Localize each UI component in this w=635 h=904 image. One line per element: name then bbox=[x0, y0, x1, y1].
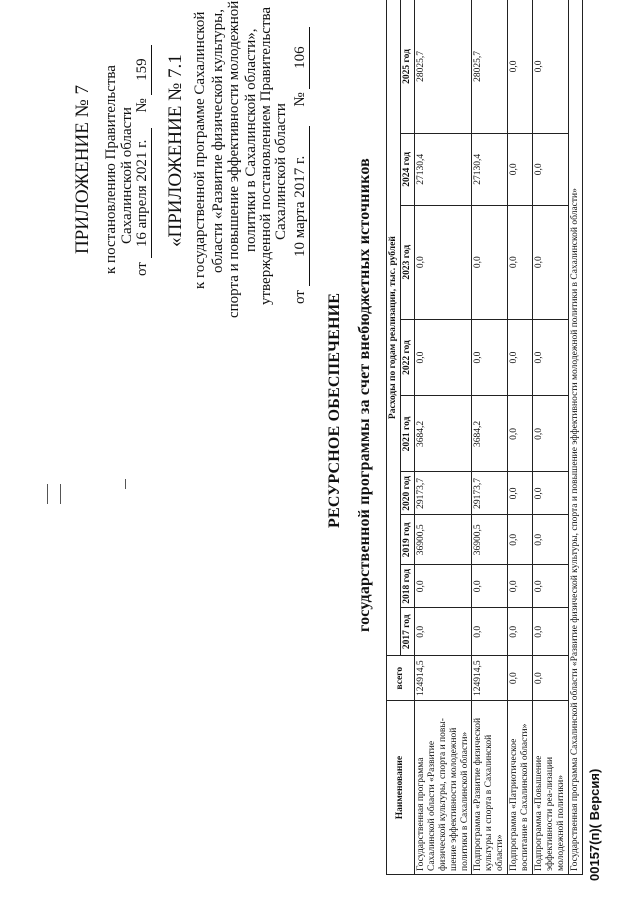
prev-appendix-date: 10 марта 2017 г. bbox=[292, 126, 310, 286]
scan-dash bbox=[60, 484, 61, 504]
table-row bbox=[472, 0, 508, 875]
column-header-year: 2021 год bbox=[400, 396, 414, 472]
cell-value: 0,0 bbox=[508, 396, 533, 472]
cell-value: 0,0 bbox=[472, 608, 508, 656]
cell-value: 0,0 bbox=[414, 608, 472, 656]
appendix-date-row bbox=[134, 45, 152, 276]
cell-value: 28025,7 bbox=[414, 0, 472, 133]
table-row bbox=[414, 0, 472, 875]
document-title: РЕСУРСНОЕ ОБЕСПЕЧЕНИЕ bbox=[326, 292, 343, 528]
cell-value: 3684,2 bbox=[414, 396, 472, 472]
row-name: Подпрограмма «Повышение эффективности реа-лизации молодежной политики» bbox=[533, 701, 569, 875]
prev-appendix-line-3: спорта и повышение эффективности молодежной bbox=[226, 0, 242, 318]
column-header-year: 2019 год bbox=[400, 515, 414, 565]
row-name: Подпрограмма «Патриотическое воспитание в Сахалинской области» bbox=[508, 701, 533, 875]
prev-appendix-date-row bbox=[292, 27, 310, 304]
prev-appendix-number: 106 bbox=[292, 27, 310, 89]
cell-value: 0,0 bbox=[533, 205, 569, 319]
footer-program-note: Государственная программа Сахалинской области «Развитие физической культуры, спорта и повышение эффективности молодежной политики в Сахалинской области» bbox=[568, 0, 582, 875]
cell-value: 0,0 bbox=[533, 608, 569, 656]
cell-value: 0,0 bbox=[414, 319, 472, 396]
cell-total: 124914,5 bbox=[472, 656, 508, 701]
column-header-year: 2025 год bbox=[400, 0, 414, 133]
cell-value: 29173,7 bbox=[414, 472, 472, 515]
prev-appendix-line-6: Сахалинской области bbox=[273, 103, 289, 240]
cell-value: 0,0 bbox=[508, 133, 533, 205]
number-prefix: № bbox=[134, 98, 150, 113]
cell-total: 124914,5 bbox=[414, 656, 472, 701]
cell-value: 0,0 bbox=[533, 0, 569, 133]
cell-value: 0,0 bbox=[533, 319, 569, 396]
column-header-year: 2020 год bbox=[400, 472, 414, 515]
prev-appendix-line-4: политики в Сахалинской области», bbox=[243, 28, 259, 252]
cell-total: 0,0 bbox=[508, 656, 533, 701]
cell-value: 0,0 bbox=[508, 565, 533, 608]
cell-value: 29173,7 bbox=[472, 472, 508, 515]
column-header-year: 2018 год bbox=[400, 565, 414, 608]
number-prefix: № bbox=[292, 92, 308, 107]
cell-value: 36900,5 bbox=[472, 515, 508, 565]
cell-value: 0,0 bbox=[414, 565, 472, 608]
cell-value: 0,0 bbox=[533, 396, 569, 472]
resource-table bbox=[386, 0, 583, 875]
cell-value: 0,0 bbox=[472, 319, 508, 396]
document-stamp: 00157(п)( Версия) bbox=[587, 768, 602, 881]
cell-value: 0,0 bbox=[508, 515, 533, 565]
column-header-year: 2024 год bbox=[400, 133, 414, 205]
appendix-number: 159 bbox=[134, 45, 152, 95]
cell-value: 0,0 bbox=[508, 205, 533, 319]
cell-value: 0,0 bbox=[472, 565, 508, 608]
prev-appendix-title: «ПРИЛОЖЕНИЕ № 7.1 bbox=[165, 54, 186, 247]
table-row bbox=[533, 0, 569, 875]
cell-value: 0,0 bbox=[508, 472, 533, 515]
cell-value: 0,0 bbox=[414, 205, 472, 319]
date-prefix: от bbox=[292, 290, 308, 304]
cell-value: 27130,4 bbox=[414, 133, 472, 205]
column-header-name: Наименование bbox=[387, 701, 415, 875]
cell-value: 27130,4 bbox=[472, 133, 508, 205]
cell-value: 36900,5 bbox=[414, 515, 472, 565]
scan-dash bbox=[125, 479, 126, 489]
cell-total: 0,0 bbox=[533, 656, 569, 701]
appendix-line-1: к постановлению Правительства bbox=[103, 65, 119, 274]
appendix-date: 16 апреля 2021 г. bbox=[134, 128, 152, 258]
appendix-line-2: Сахалинской области bbox=[119, 107, 135, 244]
cell-value: 0,0 bbox=[508, 319, 533, 396]
prev-appendix-line-2: области «Развитие физической культуры, bbox=[210, 8, 226, 273]
cell-value: 0,0 bbox=[533, 565, 569, 608]
column-group-header: Расходы по годам реализации, тыс. рублей bbox=[387, 0, 401, 656]
date-prefix: от bbox=[134, 262, 150, 276]
table-header-row bbox=[387, 0, 401, 875]
prev-appendix-line-1: к государственной программе Сахалинской bbox=[192, 11, 208, 289]
column-header-year: 2022 год bbox=[400, 319, 414, 396]
row-name: Государственная программа Сахалинской области «Развитие физической культуры, спорта и повы-шение эффективности молодежной политики в Сахалинской области» bbox=[414, 701, 472, 875]
column-header-year: 2017 год bbox=[400, 608, 414, 656]
table-footer-row bbox=[568, 0, 582, 875]
cell-value: 0,0 bbox=[533, 515, 569, 565]
cell-value: 0,0 bbox=[533, 472, 569, 515]
cell-value: 0,0 bbox=[508, 0, 533, 133]
cell-value: 28025,7 bbox=[472, 0, 508, 133]
cell-value: 0,0 bbox=[533, 133, 569, 205]
row-name: Подпрограмма «Развитие физической культуры и спорта в Сахалинской области» bbox=[472, 701, 508, 875]
document-subtitle: государственной программы за счет внебюджетных источников bbox=[356, 158, 373, 632]
cell-value: 0,0 bbox=[508, 608, 533, 656]
appendix-title: ПРИЛОЖЕНИЕ № 7 bbox=[72, 85, 93, 254]
cell-value: 0,0 bbox=[472, 205, 508, 319]
prev-appendix-line-5: утвержденной постановлением Правительства bbox=[258, 6, 274, 305]
cell-value: 3684,2 bbox=[472, 396, 508, 472]
column-header-total: всего bbox=[387, 656, 415, 701]
scan-dash bbox=[47, 484, 48, 504]
column-header-year: 2023 год bbox=[400, 205, 414, 319]
table-row bbox=[508, 0, 533, 875]
